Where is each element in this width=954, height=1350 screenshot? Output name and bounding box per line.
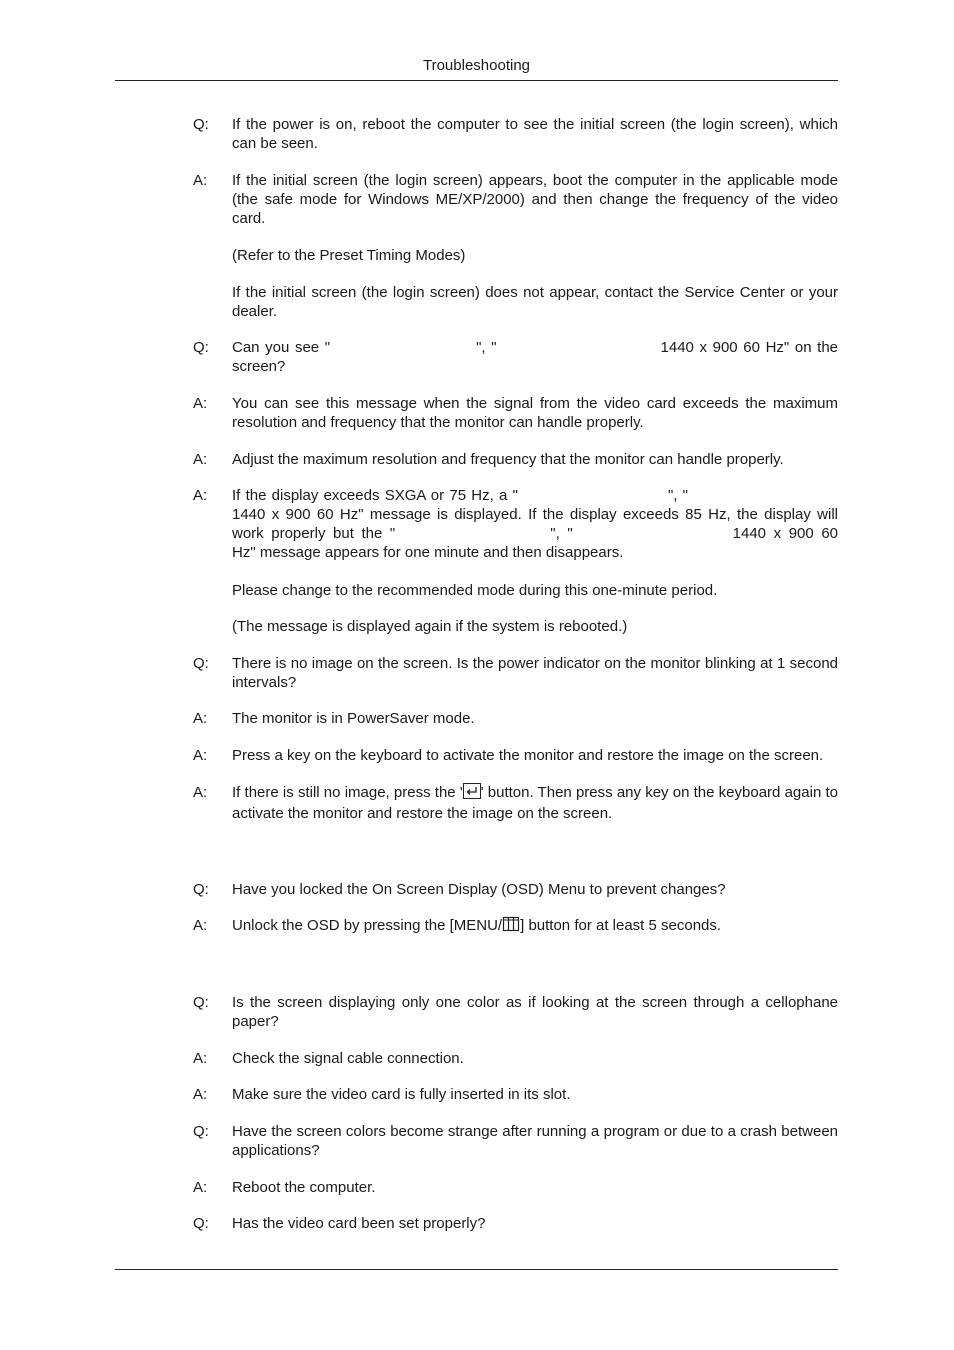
qa-item <box>193 450 838 469</box>
note-paragraph: (Refer to the Preset Timing Modes) <box>232 247 466 264</box>
qa-item <box>193 1178 838 1197</box>
item-text: There is no image on the screen. Is the power indicator on the monitor blinking at 1 second intervals? <box>232 655 838 691</box>
item-label: A: <box>193 917 208 934</box>
item-label: Q: <box>193 655 209 672</box>
item-label: A: <box>193 784 208 801</box>
qa-item <box>193 1085 838 1104</box>
item-text <box>232 783 838 823</box>
text-part: ' button. Then press any key on the keyboard again to activate the monitor and restore the image on the screen. <box>232 784 838 822</box>
item-text: Make sure the video card is fully inserted in its slot. <box>232 1086 571 1103</box>
item-text: Have you locked the On Screen Display (OSD) Menu to prevent changes? <box>232 881 726 898</box>
qa-item <box>193 1049 838 1068</box>
qa-item <box>193 709 838 728</box>
header-title: Troubleshooting <box>422 57 530 74</box>
item-text: Check the signal cable connection. <box>232 1050 464 1067</box>
text-part: If the display exceeds SXGA or 75 Hz, a " <box>232 487 518 504</box>
menu-icon <box>502 916 520 937</box>
item-label: A: <box>193 395 208 412</box>
item-text: Adjust the maximum resolution and frequency that the monitor can handle properly. <box>232 451 784 468</box>
item-text <box>232 916 838 937</box>
item-text: Reboot the computer. <box>232 1179 376 1196</box>
text-part: If there is still no image, press the ' <box>232 784 463 801</box>
item-text: If the power is on, reboot the computer to see the initial screen (the login screen), which can be seen. <box>232 116 838 152</box>
qa-item <box>193 880 838 899</box>
text-part: ] button for at least 5 seconds. <box>520 917 722 934</box>
item-text: You can see this message when the signal from the video card exceeds the maximum resolution and frequency that the monitor can handle properly. <box>232 395 838 431</box>
item-label: A: <box>193 487 208 504</box>
qa-item <box>193 993 838 1031</box>
item-text <box>232 338 838 376</box>
item-label: Q: <box>193 1123 209 1140</box>
item-label: A: <box>193 747 208 764</box>
qa-item <box>193 1214 838 1233</box>
item-label: Q: <box>193 881 209 898</box>
item-text: The monitor is in PowerSaver mode. <box>232 710 475 727</box>
text-part: ", " <box>550 525 573 542</box>
item-label: A: <box>193 172 208 189</box>
note-paragraph: If the initial screen (the login screen) does not appear, contact the Service Center or your dealer. <box>232 284 838 320</box>
text-part: ", " <box>476 339 497 356</box>
text-part: Can you see " <box>232 339 331 356</box>
note-paragraph: (The message is displayed again if the system is rebooted.) <box>232 618 628 635</box>
item-label: Q: <box>193 994 209 1011</box>
qa-item <box>193 115 838 153</box>
text-part: 1440 x 900 60 Hz" message is displayed. If the display exceeds 85 Hz, the display will work properly but the " <box>232 506 838 542</box>
item-label: A: <box>193 451 208 468</box>
item-label: A: <box>193 1179 208 1196</box>
qa-item <box>193 171 838 228</box>
item-text: Press a key on the keyboard to activate the monitor and restore the image on the screen. <box>232 747 824 764</box>
text-part: 1440 x 900 60 Hz" on the screen? <box>232 339 839 375</box>
header-rule <box>115 80 838 81</box>
item-label: Q: <box>193 116 209 133</box>
qa-item <box>193 338 838 376</box>
item-text: Is the screen displaying only one color as if looking at the screen through a cellophane paper? <box>232 994 838 1030</box>
item-label: A: <box>193 710 208 727</box>
item-label: Q: <box>193 1215 209 1232</box>
enter-key-icon <box>463 783 481 804</box>
qa-item <box>193 394 838 432</box>
item-label: Q: <box>193 339 209 356</box>
item-label: A: <box>193 1050 208 1067</box>
item-text: Have the screen colors become strange after running a program or due to a crash between applications? <box>232 1123 838 1159</box>
qa-item <box>193 486 838 562</box>
qa-item <box>193 783 838 823</box>
footer-rule <box>115 1269 838 1270</box>
qa-item <box>193 1122 838 1160</box>
qa-item <box>193 654 838 692</box>
note-paragraph: Please change to the recommended mode during this one-minute period. <box>232 582 718 599</box>
qa-item <box>193 746 838 765</box>
item-text: Has the video card been set properly? <box>232 1215 486 1232</box>
text-part: Unlock the OSD by pressing the [MENU/ <box>232 917 503 934</box>
item-text: If the initial screen (the login screen) appears, boot the computer in the applicable mode (the safe mode for Windows ME/XP/2000) and then change the frequency of the video card. <box>232 172 838 227</box>
item-label: A: <box>193 1086 208 1103</box>
qa-item <box>193 916 838 937</box>
text-part: 1440 x 900 60 Hz" message appears for one minute and then disappears. <box>232 525 838 561</box>
text-part: ", " <box>667 487 688 504</box>
item-text <box>232 486 838 562</box>
